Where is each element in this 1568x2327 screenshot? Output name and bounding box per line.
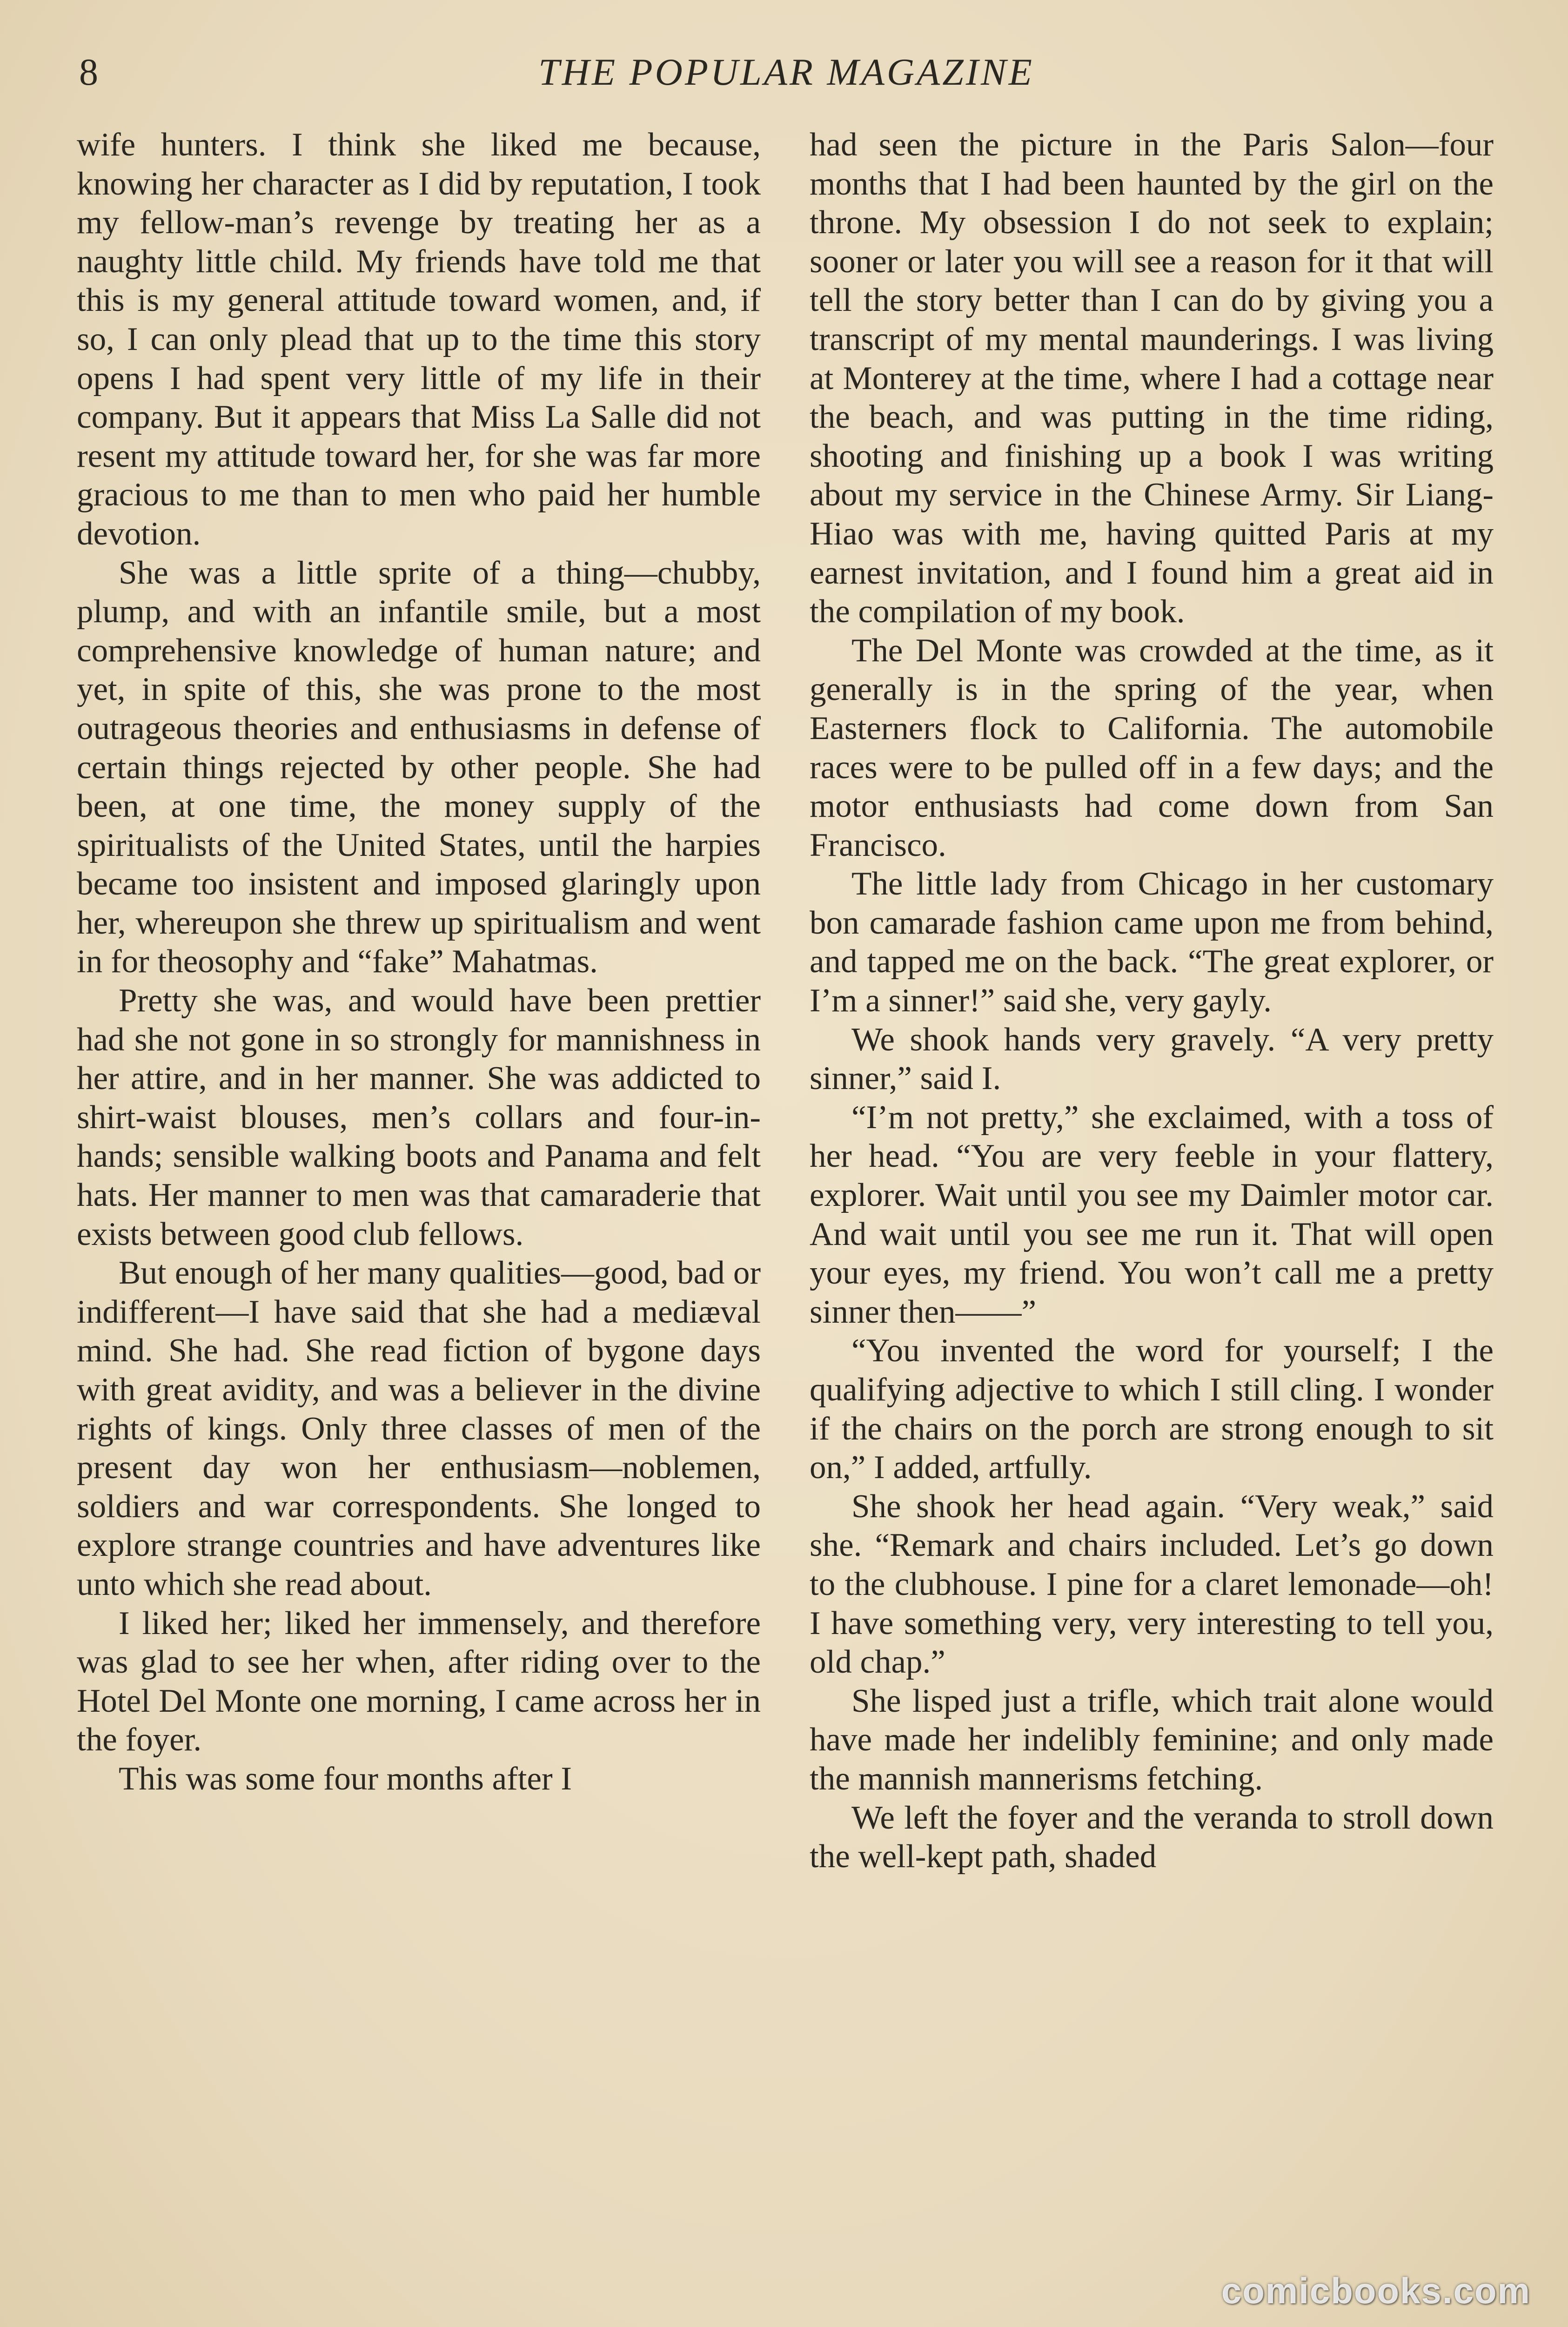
paragraph: She was a little sprite of a thing—chubby, plump, and with an infantile smile, but a most comprehensive knowledge of human nature; and yet, in spite of this, she was prone to the most outrageous theories and enthusiasms in defense of certain things rejected by other people. She had been, at one time, the money supply of the spiritualists of the United States, until the harpies became too insistent and imposed glaringly upon her, whereupon she threw up spiritualism and went in for theosophy and “fake” Mahatmas. xyxy=(77,554,761,980)
paragraph: She shook her head again. “Very weak,” said she. “Remark and chairs included. Let’s go down to the clubhouse. I pine for a claret lemonade—oh! I have something very, very interesting to tell you, old chap.” xyxy=(810,1488,1494,1681)
paragraph: The Del Monte was crowded at the time, as it generally is in the spring of the year, when Easterners flock to California. The automobile races were to be pulled off in a few days; and the motor enthusiasts had come down from San Francisco. xyxy=(810,632,1494,863)
paragraph: wife hunters. I think she liked me because, knowing her character as I did by reputation, I took my fellow-man’s revenge by treating her as a naughty little child. My friends have told me that this is my general attitude toward women, and, if so, I can only plead that up to the time this story opens I had spent very little of my life in their company. But it appears that Miss La Salle did not resent my attitude toward her, for she was far more gracious to me than to men who paid her humble devotion. xyxy=(77,127,761,552)
paragraph: We shook hands very gravely. “A very pretty sinner,” said I. xyxy=(810,1021,1494,1097)
paragraph: We left the foyer and the veranda to stroll down the well-kept path, shaded xyxy=(810,1799,1494,1875)
watermark-logo: comicbooks.com xyxy=(1221,2270,1531,2311)
paragraph: This was some four months after I xyxy=(119,1760,572,1797)
paragraph: But enough of her many qualities—good, bad or indifferent—I have said that she had a mediæval mind. She had. She read fiction of bygone days with great avidity, and was a believer in the divine rights of kings. Only three classes of men of the present day won her enthusiasm—noblemen, soldiers and war correspondents. She longed to explore strange countries and have adventures like unto which she read about. xyxy=(77,1255,761,1602)
paragraph: had seen the picture in the Paris Salon—four months that I had been haunted by the girl on the throne. My obsession I do not seek to explain; sooner or later you will see a reason for it that will tell the story better than I can do by giving you a transcript of my mental maunderings. I was living at Monterey at the time, where I had a cottage near the beach, and was putting in the time riding, shooting and finishing up a book I was writing about my service in the Chinese Army. Sir Liang-Hiao was with me, having quitted Paris at my earnest invitation, and I found him a great aid in the compilation of my book. xyxy=(810,127,1494,630)
left-column xyxy=(77,126,761,2276)
paragraph: I liked her; liked her immensely, and therefore was glad to see her when, after riding over to the Hotel Del Monte one morning, I came across her in the foyer. xyxy=(77,1605,761,1758)
paragraph: “You invented the word for yourself; I the qualifying adjective to which I still cling. I wonder if the chairs on the porch are strong enough to sit on,” I added, artfully. xyxy=(810,1332,1494,1486)
page-number: 8 xyxy=(79,51,98,93)
paragraph: She lisped just a trifle, which trait alone would have made her indelibly feminine; and only made the mannish mannerisms fetching. xyxy=(810,1682,1494,1797)
page-header xyxy=(70,44,1503,105)
paragraph: The little lady from Chicago in her customary bon camarade fashion came upon me from behind, and tapped me on the back. “The great explorer, or I’m a sinner!” said she, very gayly. xyxy=(810,866,1494,1019)
paragraph: “I’m not pretty,” she exclaimed, with a toss of her head. “You are very feeble in your flattery, explorer. Wait until you see my Daimler motor car. And wait until you see me run it. That will open your eyes, my friend. You won’t call me a pretty sinner then——” xyxy=(810,1099,1494,1330)
paragraph: Pretty she was, and would have been prettier had she not gone in so strongly for mannishness in her attire, and in her manner. She was addicted to shirt-waist blouses, men’s collars and four-in-hands; sensible walking boots and Panama and felt hats. Her manner to men was that camaraderie that exists between good club fellows. xyxy=(77,982,761,1252)
right-column xyxy=(810,126,1494,2276)
running-title: THE POPULAR MAGAZINE xyxy=(538,51,1034,93)
